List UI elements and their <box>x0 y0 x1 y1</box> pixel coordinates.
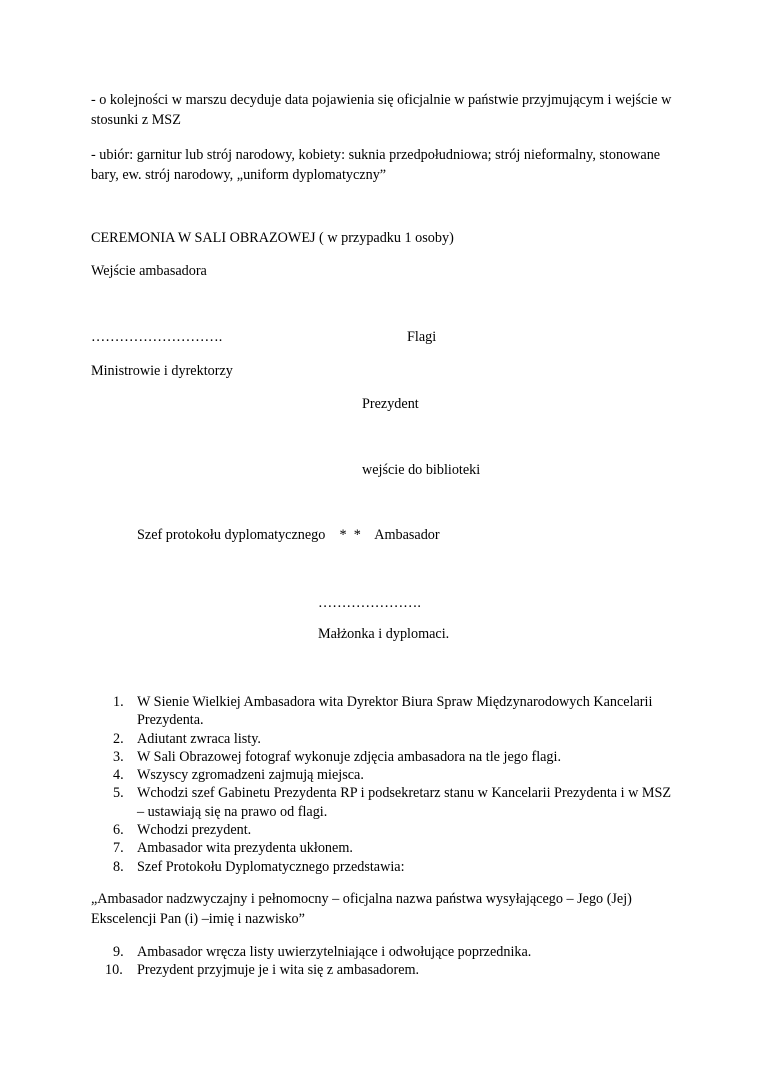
list-item <box>91 748 676 766</box>
list-text: Wchodzi prezydent. <box>137 822 252 839</box>
list-text: Ambasador wita prezydenta ukłonem. <box>137 840 353 857</box>
diagram-flags: Flagi <box>407 329 437 345</box>
list-item <box>91 821 676 839</box>
diagram-library: wejście do biblioteki <box>362 462 481 478</box>
section-heading: CEREMONIA W SALI OBRAZOWEJ ( w przypadku 1 osoby) <box>91 230 454 246</box>
list-item <box>91 693 676 730</box>
diagram-entrance: Wejście ambasadora <box>91 263 207 279</box>
list-number: 5. <box>113 785 124 802</box>
list-number: 9. <box>113 944 124 960</box>
presentation-quote: „Ambasador nadzwyczajny i pełnomocny – oficjalna nazwa państwa wysyłającego – Jego (Jej) Ekscelencji Pan (i) –imię i nazwisko” <box>91 891 632 927</box>
list-item <box>91 943 676 961</box>
list-number: 8. <box>113 858 124 875</box>
list-item <box>91 766 676 784</box>
list-text: Prezydent przyjmuje je i wita się z ambasadorem. <box>137 962 420 979</box>
list-item <box>91 784 676 821</box>
list-number: 2. <box>113 730 124 747</box>
ceremony-steps-list-continued <box>91 943 676 980</box>
list-number: 6. <box>113 822 124 839</box>
list-text: Ambasador wręcza listy uwierzytelniające i odwołujące poprzednika. <box>137 944 532 960</box>
list-text: Adiutant zwraca listy. <box>137 730 261 747</box>
list-text: Wszyscy zgromadzeni zajmują miejsca. <box>137 767 364 784</box>
list-number: 3. <box>113 748 124 765</box>
diagram-dots-left: ………………………. <box>91 329 223 345</box>
list-text: W Sienie Wielkiej Ambasadora wita Dyrektor Biura Spraw Międzynarodowych Kancelarii Prezydenta. <box>137 694 653 729</box>
list-item <box>91 961 676 979</box>
list-text: Wchodzi szef Gabinetu Prezydenta RP i podsekretarz stanu w Kancelarii Prezydenta i w MSZ – ustawiają się na prawo od flagi. <box>137 785 672 820</box>
list-number: 10. <box>105 962 123 979</box>
list-number: 1. <box>113 694 124 710</box>
diagram-protocol-row: Szef protokołu dyplomatycznego * * Ambasador <box>137 527 440 543</box>
list-item <box>91 858 676 876</box>
list-item <box>91 730 676 748</box>
diagram-ministers: Ministrowie i dyrektorzy <box>91 363 233 379</box>
list-text: W Sali Obrazowej fotograf wykonuje zdjęcia ambasadora na tle jego flagi. <box>137 748 562 765</box>
bullet-order: - o kolejności w marszu decyduje data pojawienia się oficjalnie w państwie przyjmującym i wejście w stosunki z MSZ <box>91 92 672 128</box>
diagram-dots-center: …………………. <box>318 595 421 611</box>
list-number: 4. <box>113 767 124 784</box>
diagram-president: Prezydent <box>362 396 419 412</box>
ceremony-steps-list <box>91 693 676 876</box>
diagram-spouse: Małżonka i dyplomaci. <box>318 626 450 642</box>
list-number: 7. <box>113 840 124 857</box>
list-item <box>91 839 676 857</box>
list-text: Szef Protokołu Dyplomatycznego przedstawia: <box>137 858 405 875</box>
bullet-attire: - ubiór: garnitur lub strój narodowy, kobiety: suknia przedpołudniowa; strój nieformalny, stonowane bary, ew. strój narodowy, „uniform dyplomatyczny” <box>91 147 661 183</box>
